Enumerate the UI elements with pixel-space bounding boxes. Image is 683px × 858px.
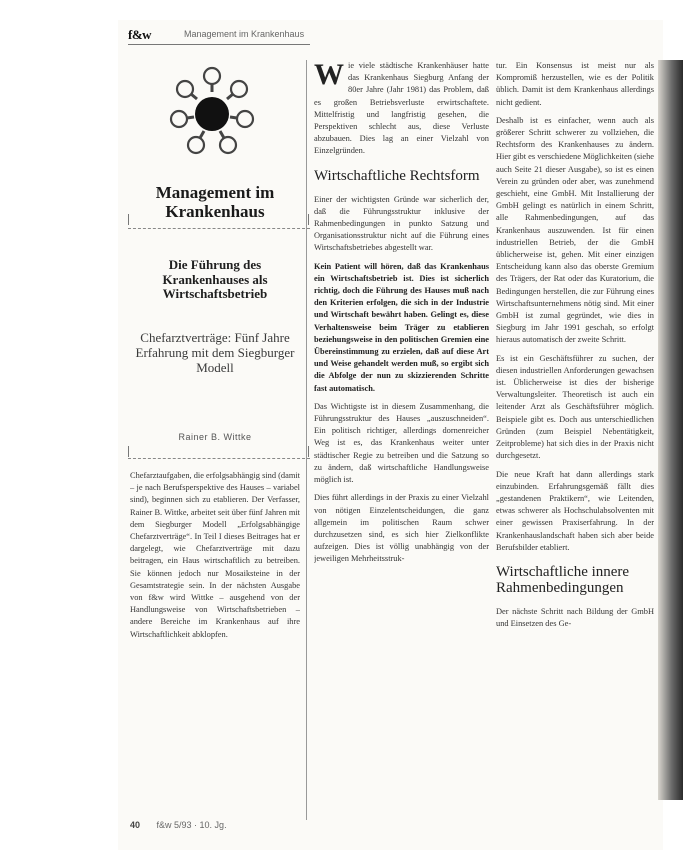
article-column-3 (496, 60, 654, 830)
dashed-divider (128, 228, 310, 229)
corner-tick (308, 214, 309, 225)
intro-column (130, 470, 300, 825)
drop-cap: W (314, 60, 344, 91)
column-divider (306, 60, 307, 820)
subheading: Wirtschaftliche innere Rahmenbedingungen (496, 563, 630, 596)
article-column-2 (314, 60, 489, 830)
scan-edge-shadow (658, 60, 683, 800)
header-rule (128, 44, 310, 45)
article-title: Die Führung des Krankenhauses als Wirtschaftsbetrieb (162, 257, 268, 301)
highlighted-paragraph: Kein Patient will hören, daß das Krankenhaus ein Wirtschaftsbetrieb ist. Dies ist sicherlich richtig, doch die Führung des Hauses muß nach den Kriterien erfolgen, die sich in der Industrie und Wirtschaft bewährt haben. Gelingt es, diese Verhaltensweise beim Träger zu etablieren beziehungsweise in den politischen Gremien eine Übereinstimmung zu erzielen, daß auf diese Art und Weise gehandelt werden muß, so ergibt sich die Abfolge der nun zu skizzierenden Schritte fast automatisch. (314, 261, 489, 393)
body-paragraph: Das Wichtigste ist in diesem Zusammenhang, die Führungsstruktur des Hauses „auszuschneiden“. Ein politisch richtiger, allerdings dornenreicher Weg ist es, das Krankenhaus weiter unter städtischer Regie zu betreiben und die Satzung so zu ändern, daß wirtschaftliche Handlungsweise möglich ist. (314, 401, 489, 485)
page-header (128, 28, 648, 42)
section-title: Management im Krankenhaus (155, 183, 275, 221)
page-footer (130, 820, 227, 830)
lead-paragraph: ie viele städtische Krankenhäuser hatte das Krankenhaus Siegburg Anfang der 80er Jahre (Jahr 1981) das Problem, daß es großen Betriebsverluste erwirtschaftete. Mittelfristig und langfristig gesehen, die Perspektiven schlecht aus, diese Verluste abzubauen. Dies lag an einer Vielzahl von Einzelgründen. (314, 61, 489, 156)
body-paragraph: Deshalb ist es einfacher, wenn auch als größerer Schritt schwerer zu vollziehen, die Rechtsform des Krankenhauses zu ändern. Hier gibt es verschiedene Möglichkeiten (siehe auch Seite 21 dieser Ausgabe), so ist es einen Verein zu gründen oder aber, was zunehmend geschieht, eine GmbH. Mit Installierung der GmbH gelingt es natürlich in einem Schritt, alle Rahmenbedingungen, auf das Krankenhaus auszuwenden. Ist für einen industriellen Betrieb, der die GmbH üblicherweise ist, gehen. Mit einer einzigen Entscheidung kann also das oberste Gremium des Trägers, der Rat oder das Kuratorium, die Bedingungen herstellen, die zur Führung eines Wirtschaftsunternehmens nötig sind. Mit einer GmbH ist zumal gegründet, wie dies in Siegburg im Jahr 1991 geschah, so erfolgt hieraus automatisch der zweite Schritt. (496, 115, 654, 345)
dashed-divider (128, 458, 310, 459)
body-paragraph: Die neue Kraft hat dann allerdings stark einzubinden. Erfahrungsgemäß fällt dies „gestandenen Praktikern“, wie Leitenden, etwas schwerer als Hochschulabsolventen mit einer gewissen Praxiserfahrung. In der Krankenhauslandschaft haben sich aber beide Berufsbilder etabliert. (496, 469, 654, 552)
body-paragraph: Einer der wichtigsten Gründe war sicherlich der, daß die Führungsstruktur inklusive der Rahmenbedingungen in punkto Satzung und Organisationsstruktur nicht auf die Führung eines Wirtschaftsbetriebes abgestellt war. (314, 194, 489, 253)
round-table-emblem-icon (162, 62, 262, 162)
running-head: Management im Krankenhaus (184, 29, 305, 39)
page-number: 40 (130, 820, 141, 830)
corner-tick (308, 446, 309, 457)
intro-paragraph: Chefarztaufgaben, die erfolgsabhängig sind (damit – je nach Berufsperspektive des Hauses – variabel sind), beginnen sich zu etablieren. Der Verfasser, Rainer B. Wittke, arbeitet seit über fünf Jahren mit dem Siegburger Modell „Erfolgsabhängige Chefarztverträge“. In Teil I dieses Beitrages hat er dargelegt, wie Chefarztverträge mit dazu beitragen, ein Haus wirtschaftlich zu betreiben. Sie können jedoch nur Mosaiksteine in der Gesamtstrategie sein. In der nächsten Ausgabe von f&w wird Wittke – ausgehend von der Handlungsweise von Wirtschaftsbetrieben – andere Bereiche im Krankenhaus auf ihre Wirtschaftlichkeit abklopfen. (130, 471, 300, 639)
corner-tick (128, 446, 129, 457)
author-byline: Rainer B. Wittke (178, 432, 252, 442)
article-subtitle: Chefarztverträge: Fünf Jahre Erfahrung mit dem Siegburger Modell (135, 330, 295, 375)
subheading: Wirtschaftliche Rechtsform (314, 167, 480, 184)
corner-tick (128, 214, 129, 225)
magazine-logo: f&w (128, 27, 152, 42)
issue-label: f&w 5/93 · 10. Jg. (156, 820, 227, 830)
body-paragraph: Es ist ein Geschäftsführer zu suchen, der diesen industriellen Anforderungen gewachsen ist. Üblicherweise ist dies der bisherige Verwaltungsleiter. Theoretisch ist auch ein leitender Arzt als Geschäftsführer möglich. Beispiele gibt es. Doch aus unterschiedlichen Gründen (zum Beispiel Nebentätigkeit, Zeitprobleme) hat sich dies in der Praxis nicht durchgesetzt. (496, 353, 654, 461)
body-paragraph: Der nächste Schritt nach Bildung der GmbH und Einsetzen des Ge- (496, 606, 654, 629)
body-paragraph: tur. Ein Konsensus ist meist nur als Kompromiß herzustellen, wie es der Politik üblich. Damit ist dem Krankenhaus allerdings nicht gedient. (496, 61, 654, 107)
body-paragraph: Dies führt allerdings in der Praxis zu einer Vielzahl von nötigen Einzelentscheidungen, die ganz allgemein im politischen Raum schwer durchzusetzen sind, es sich hier Zielkonflikte aufzeigen. Dies ist völlig unabhängig von der jeweiligen Mehrheitsstruk- (314, 493, 489, 564)
